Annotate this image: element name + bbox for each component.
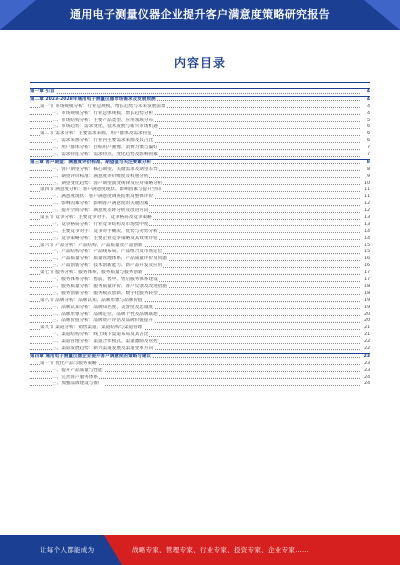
toc-entry[interactable]: [30, 249, 370, 256]
toc-entry[interactable]: [30, 381, 370, 388]
toc-entry[interactable]: [30, 138, 370, 145]
toc-entry[interactable]: [30, 152, 370, 159]
toc-entry-title: 三、市场趋势：需求变化、技术发展与新兴市场机遇: [52, 124, 158, 130]
toc-entry[interactable]: [30, 124, 370, 131]
toc-entry-page: 23: [364, 367, 370, 373]
toc-entry[interactable]: [30, 131, 370, 138]
toc-entry[interactable]: [30, 167, 370, 174]
toc-entry[interactable]: [30, 215, 370, 222]
toc-entry-title: 二、完善客户服务体系: [52, 374, 98, 380]
toc-entry-page: 20: [364, 311, 370, 317]
toc-entry-title: 第一节 市场规模分析：行业总规模、增长趋势与未来发展前景: [40, 103, 166, 109]
page-footer: [0, 535, 400, 565]
report-title: 通用电子测量仪器企业提升客户满意度策略研究报告: [70, 8, 330, 21]
toc-entry-title: 第三章 客户期望：满意度评价标准、期望值与关注要素分析: [30, 159, 152, 165]
toc-entry-page: 8: [366, 159, 370, 165]
toc-entry-page: 19: [364, 304, 370, 310]
toc-entry[interactable]: [30, 353, 370, 361]
toc-entry[interactable]: [30, 325, 370, 332]
toc-entry-title: 一、服务体系分析：售前、售中、售后服务体系建设: [52, 277, 158, 283]
toc-entry[interactable]: [30, 346, 370, 353]
toc-entry-title: 一、需求来源分析：行业内主要需求来源及其占比: [52, 138, 154, 144]
toc-entry-page: 16: [364, 263, 370, 269]
toc-entry[interactable]: [30, 236, 370, 243]
toc-entry[interactable]: [30, 159, 370, 167]
toc-entry[interactable]: [30, 104, 370, 111]
toc-entry-title: 二、渠道管理分析：渠道合作模式、渠道激励及管控: [52, 339, 158, 345]
toc-entry-title: 二、主要竞争对手：竞争对手概况、优势与劣势分析: [52, 228, 158, 234]
toc-entry-title: 一、市场规模分析：行业总体规模、增长趋势分析: [52, 110, 154, 116]
toc-entry-title: 第四节 满意度分析：客户满意度现状、影响因素与提升空间: [40, 187, 161, 193]
toc-leader-dots: [30, 93, 360, 94]
toc-entry[interactable]: [30, 270, 370, 277]
toc-entry-title: 第二章 2023-2028年通用电子测量仪器市场需求及发展预测: [30, 96, 156, 102]
footer-accent: [104, 535, 122, 565]
toc-entry-page: 12: [364, 208, 370, 214]
toc-entry-title: 第二节 需求分析：主要需求来源、用户群体及需求特征: [40, 131, 152, 137]
toc-entry-title: 二、品牌形象分析：品牌定位、品牌个性及品牌联想: [52, 311, 158, 317]
toc-entry-page: 24: [364, 374, 370, 380]
toc-entry-title: 第一节 优化产品与服务策略: [40, 360, 97, 366]
toc-entry-page: 14: [364, 228, 370, 234]
toc-entry-page: 4: [367, 103, 370, 109]
toc-entry-title: 二、用户群体分析：目标用户画像、消费习惯与偏好: [52, 145, 158, 151]
toc-entry-page: 17: [364, 270, 370, 276]
toc-entry-title: 三、期望变化趋势：客户期望演变规律及应对策略分析: [52, 180, 163, 186]
toc-entry[interactable]: [30, 332, 370, 339]
footer-slogan: 让每个人都能成为: [40, 546, 95, 554]
toc-entry[interactable]: [30, 181, 370, 188]
toc-entry-page: 12: [364, 201, 370, 207]
toc-entry-page: 21: [364, 325, 370, 331]
toc-entry[interactable]: [30, 339, 370, 346]
toc-entry-page: 7: [367, 145, 370, 151]
toc-entry-page: 9: [367, 173, 370, 179]
toc-entry-page: 18: [364, 290, 370, 296]
toc-entry-page: 6: [367, 131, 370, 137]
toc-entry-title: 二、服务质量分析：服务质量评价、客户反馈及改进措施: [52, 283, 167, 289]
toc-entry-title: 二、产品质量分析：质量管理体系、产品质量评价及问题: [52, 256, 167, 262]
toc-entry[interactable]: [30, 187, 370, 194]
toc-entry-title: 第四章 通用电子测量仪器企业提升客户满意度的策略与建议: [30, 353, 152, 359]
toc-entry[interactable]: [30, 263, 370, 270]
toc-divider: [30, 82, 370, 83]
toc-entry-title: 二、市场结构分析：主要产品类型、应用领域分布: [52, 117, 154, 123]
toc-entry-page: 21: [364, 332, 370, 338]
toc-entry-page: 15: [364, 249, 370, 255]
toc-entry-title: 三、产品创新分析：技术创新能力、新产品开发及应用: [52, 263, 163, 269]
toc-entry[interactable]: [30, 201, 370, 208]
toc-entry[interactable]: [30, 96, 370, 104]
toc-entry[interactable]: [30, 174, 370, 181]
toc-entry-page: 19: [364, 297, 370, 303]
toc-entry[interactable]: [30, 291, 370, 298]
toc-entry-page: 8: [367, 166, 370, 172]
toc-entry-page: 22: [364, 345, 370, 351]
toc-entry-page: 16: [364, 256, 370, 262]
toc-entry-title: 第八节 品牌分析：品牌认知、品牌形象与品牌价值: [40, 297, 143, 303]
toc-entry-page: 4: [366, 89, 370, 94]
toc-entry-title: 第一章 引言: [30, 89, 55, 94]
toc-entry-page: 6: [367, 138, 370, 144]
toc-entry-title: 一、产品结构分析：产品线布局、产品组合及市场定位: [52, 249, 163, 255]
toc-entry-page: 13: [364, 215, 370, 221]
toc-entry[interactable]: [30, 312, 370, 319]
toc-entry[interactable]: [30, 298, 370, 305]
toc-entry-title: 三、需求特征分析：需求特点、变化趋势及影响因素: [52, 152, 158, 158]
toc-entry[interactable]: [30, 277, 370, 284]
toc-entry-page: 7: [367, 152, 370, 158]
toc-entry-title: 三、竞争策略分析：主要企业竞争策略及其效果评估: [52, 235, 158, 241]
toc-heading: 内容目录: [173, 56, 226, 70]
toc-entry[interactable]: [30, 305, 370, 312]
toc-entry-title: 二、影响因素分析：影响客户满意度的关键因素: [52, 201, 149, 207]
toc-entry-page: 11: [364, 187, 370, 193]
toc-entry-page: 23: [364, 360, 370, 366]
toc-entry-title: 第七节 服务分析：服务体系、服务质量与服务创新: [40, 270, 143, 276]
toc-entry[interactable]: [30, 145, 370, 152]
toc-entry-title: 第九节 渠道分析：销售渠道、渠道结构与渠道管理: [40, 325, 143, 331]
toc-entry[interactable]: [30, 368, 370, 375]
toc-entry-title: 三、加强品牌建设与推广: [52, 381, 103, 387]
toc-entry-title: 一、满意度现状：客户满意度调查结果及整体评价: [52, 194, 154, 200]
toc-entry-title: 一、品牌认知分析：品牌知名度、美誉度及忠诚度: [52, 304, 154, 310]
toc-entry[interactable]: [30, 361, 370, 368]
toc-entry[interactable]: [30, 111, 370, 118]
toc-entry-page: 5: [367, 117, 370, 123]
toc-entry[interactable]: [30, 88, 370, 96]
toc-entry[interactable]: [30, 118, 370, 125]
toc-entry-page: 4: [366, 96, 370, 102]
toc-entry[interactable]: [30, 194, 370, 201]
toc-entry-page: 23: [363, 353, 370, 359]
toc-entry[interactable]: [30, 229, 370, 236]
toc-entry-page: 6: [367, 124, 370, 130]
footer-tagline: 战略专家、管理专家、行业专家、投资专家、企业专家……: [132, 546, 309, 554]
toc-entry-title: 二、期望评价标准：满意度评价维度及权重分析: [52, 173, 149, 179]
toc-entry-page: 24: [364, 381, 370, 387]
toc-entry-page: 17: [364, 277, 370, 283]
toc-entry-page: 22: [364, 339, 370, 345]
toc-entry-page: 10: [364, 180, 370, 186]
toc-entry[interactable]: [30, 243, 370, 250]
toc-entry[interactable]: [30, 284, 370, 291]
toc-entry[interactable]: [30, 208, 370, 215]
toc-entry-title: 三、渠道发展趋势：新兴渠道发展及渠道变革方向: [52, 345, 154, 351]
toc-entry-title: 第五节 竞争分析：主要竞争对手、竞争格局及竞争策略: [40, 215, 152, 221]
toc-entry-title: 一、客户期望分析：核心期望、关键需求及期望差异: [52, 166, 158, 172]
table-of-contents: [30, 88, 370, 388]
toc-entry-page: 15: [364, 242, 370, 248]
toc-entry-title: 三、品牌价值分析：品牌资产评估及品牌价值提升: [52, 318, 154, 324]
toc-entry-title: 三、提升空间分析：满意度差距分析及改进方向: [52, 208, 149, 214]
toc-entry-page: 13: [364, 221, 370, 227]
toc-entry-page: 4: [367, 110, 370, 116]
toc-entry-title: 一、竞争格局分析：行业竞争结构及市场集中度: [52, 221, 149, 227]
toc-entry-page: 20: [364, 318, 370, 324]
toc-entry[interactable]: [30, 222, 370, 229]
toc-entry-title: 第六节 产品分析：产品结构、产品质量及产品创新: [40, 242, 143, 248]
toc-entry-title: 一、提升产品质量与性能: [52, 367, 103, 373]
toc-entry-page: 18: [364, 283, 370, 289]
toc-entry-title: 三、服务创新分析：服务模式创新、数字化服务转型: [52, 290, 158, 296]
toc-entry-title: 一、渠道结构分析：线上线下渠道布局及其占比: [52, 332, 149, 338]
toc-entry-page: 14: [364, 235, 370, 241]
toc-entry-page: 11: [364, 194, 370, 200]
page-header: [0, 0, 400, 30]
toc-entry[interactable]: [30, 256, 370, 263]
toc-entry[interactable]: [30, 375, 370, 382]
toc-entry[interactable]: [30, 318, 370, 325]
